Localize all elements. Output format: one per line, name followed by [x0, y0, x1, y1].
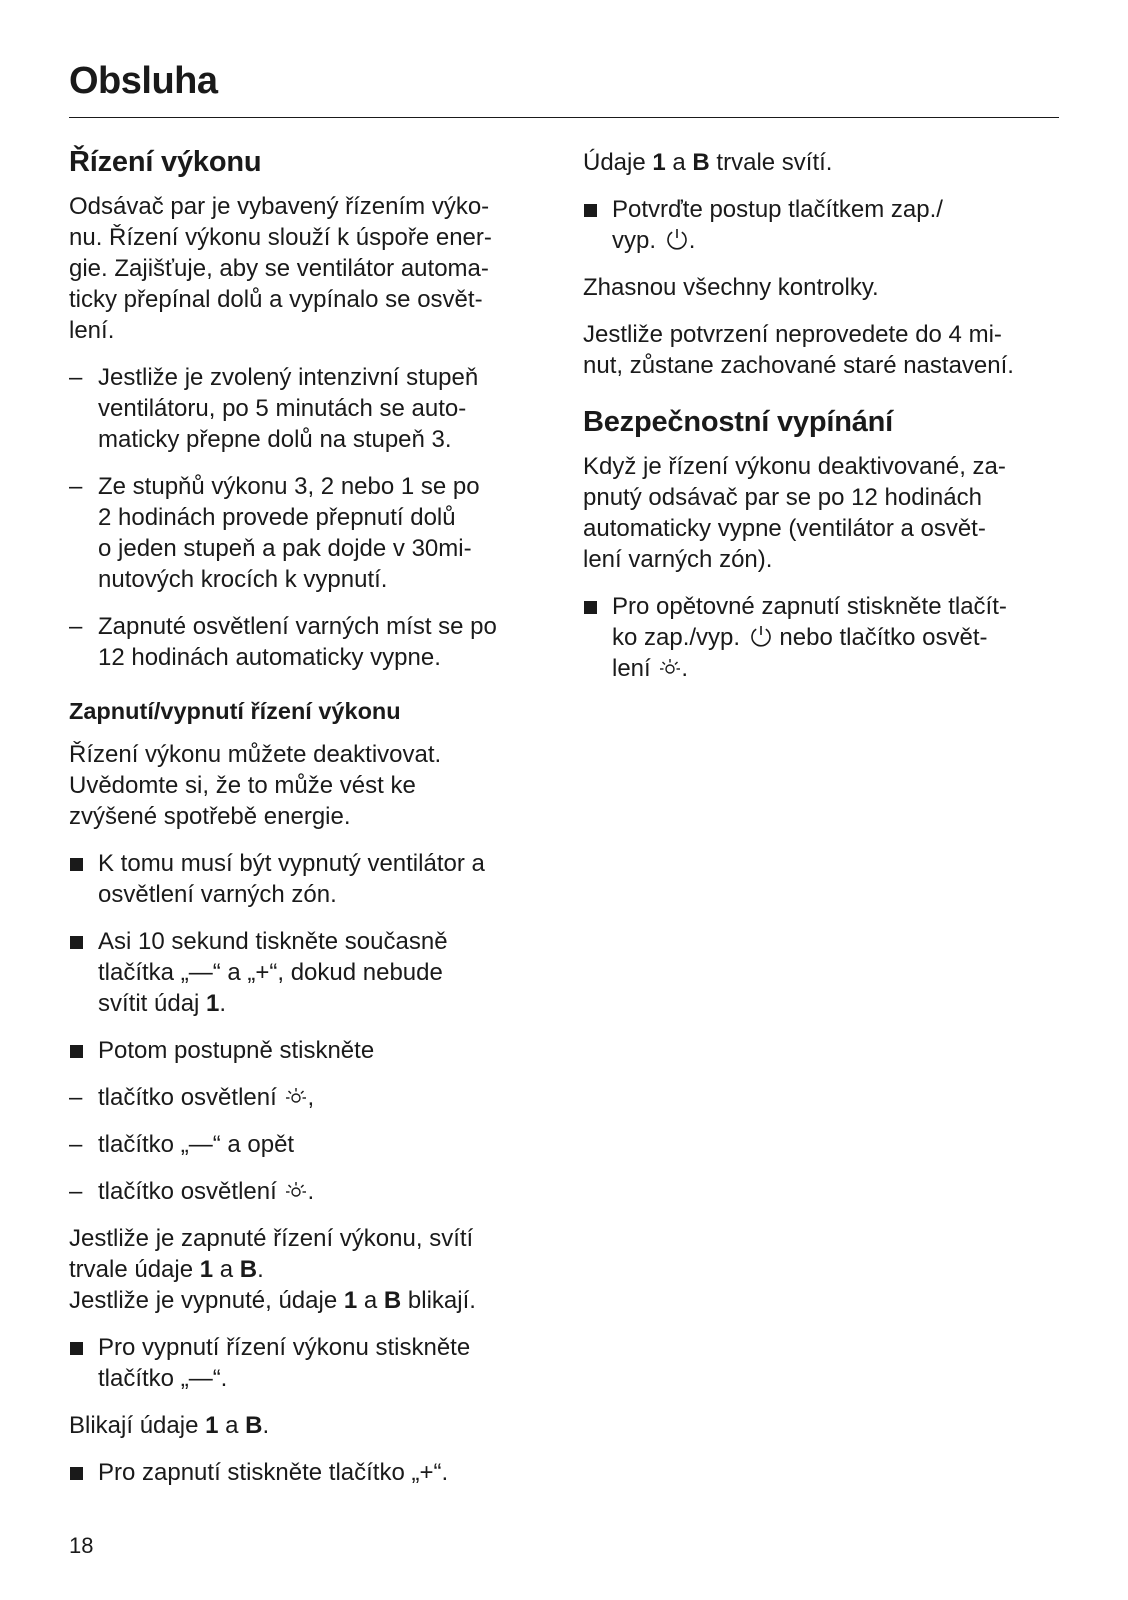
step-press-buttons: Asi 10 sekund tiskněte současně tlačítka „—“ a „+“, dokud nebude svítit údaj 1.: [69, 926, 549, 1019]
right-column: [583, 147, 1073, 700]
step-disable: Pro vypnutí řízení výkonu stiskněte tlačítko „—“.: [69, 1332, 549, 1394]
udaje-line: Údaje 1 a B trvale svítí.: [583, 149, 833, 176]
safety-paragraph: Když je řízení výkonu deaktivované, za- pnutý odsávač par se po 12 hodinách automaticky vypne (ventilátor a osvět- lení varných zón).: [583, 453, 1006, 573]
step-fan-off: K tomu musí být vypnutý ventilátor a osvětlení varných zón.: [69, 848, 549, 910]
blink-line: Blikají údaje 1 a B.: [69, 1412, 270, 1439]
square-bullet: [70, 1045, 83, 1058]
dash-minus-button: – tlačítko „—“ a opět: [69, 1131, 295, 1158]
square-bullet: [70, 936, 83, 949]
timeout-paragraph: Jestliže potvrzení neprovedete do 4 mi- nut, zůstane zachované staré nastavení.: [583, 321, 1014, 379]
left-column: [69, 143, 549, 1504]
lights-off-line: Zhasnou všechny kontrolky.: [583, 274, 879, 301]
dash-item-lighting: – Zapnuté osvětlení varných míst se po 12 hodinách automaticky vypne.: [69, 613, 497, 671]
intro-paragraph: Odsávač par je vybavený řízením výko- nu. Řízení výkonu slouží k úspoře ener- gie. Zajišťuje, aby se ventilátor automa- ticky přepínal dolů a vypínalo se osvět- lení.: [69, 193, 492, 344]
dash-item-intensive: – Jestliže je zvolený intenzivní stupeň ventilátoru, po 5 minutách se auto- maticky přepne dolů na stupeň 3.: [69, 364, 479, 453]
step-enable: Pro zapnutí stiskněte tlačítko „+“.: [69, 1457, 549, 1488]
page-number: 18: [69, 1533, 94, 1558]
section-heading-safety-shutoff: Bezpečnostní vypínání: [583, 406, 894, 438]
dash-light-button-2: – tlačítko osvětlení .: [69, 1178, 315, 1205]
section-heading-power-control: Řízení výkonu: [69, 146, 262, 178]
page-title: Obsluha: [69, 60, 218, 102]
light-icon: [285, 1086, 307, 1108]
dash-marker: –: [69, 473, 83, 500]
dash-marker: –: [69, 1084, 83, 1111]
square-bullet: [70, 858, 83, 871]
subheading-on-off: Zapnutí/vypnutí řízení výkonu: [69, 698, 401, 724]
dash-marker: –: [69, 1131, 83, 1158]
step-confirm: Potvrďte postup tlačítkem zap./ vyp. .: [583, 194, 1073, 256]
step-restart: Pro opětovné zapnutí stiskněte tlačít- ko zap./vyp. nebo tlačítko osvět- lení .: [583, 591, 1073, 684]
square-bullet: [584, 601, 597, 614]
dash-marker: –: [69, 1178, 83, 1205]
dash-light-button-1: – tlačítko osvětlení ,: [69, 1084, 315, 1111]
square-bullet: [70, 1342, 83, 1355]
dash-marker: –: [69, 364, 83, 391]
step-then-press: Potom postupně stiskněte: [69, 1035, 549, 1066]
square-bullet: [584, 204, 597, 217]
state-paragraph: Jestliže je zapnuté řízení výkonu, svítí trvale údaje 1 a B. Jestliže je vypnuté, údaje 1 a B blikají.: [69, 1225, 476, 1314]
square-bullet: [70, 1467, 83, 1480]
light-icon: [659, 657, 681, 679]
dash-item-stages: – Ze stupňů výkonu 3, 2 nebo 1 se po 2 hodinách provede přepnutí dolů o jeden stupeň a pak dojde v 30mi- nutových krocích k vypnutí.: [69, 473, 480, 593]
header-rule: [69, 117, 1059, 118]
deactivate-paragraph: Řízení výkonu můžete deaktivovat. Uvědomte si, že to může vést ke zvýšené spotřebě energie.: [69, 741, 442, 830]
power-icon: [749, 624, 773, 648]
power-icon: [665, 227, 689, 251]
dash-marker: –: [69, 613, 83, 640]
light-icon: [285, 1180, 307, 1202]
